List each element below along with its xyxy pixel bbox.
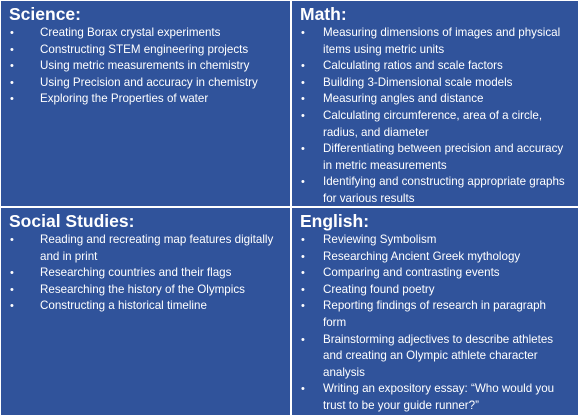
list-item <box>292 141 576 174</box>
list-item-text: Using Precision and accuracy in chemistry <box>40 75 258 89</box>
list-item <box>292 25 576 58</box>
bullet-icon: • <box>301 27 305 39</box>
math-heading: Math: <box>300 4 347 24</box>
bullet-icon: • <box>301 333 305 346</box>
list-item <box>292 265 576 282</box>
list-item-text: Measuring dimensions of images and physical items using metric units <box>323 26 561 56</box>
science-cell <box>1 1 290 206</box>
bullet-icon: • <box>10 283 14 296</box>
list-item-text: Constructing STEM engineering projects <box>40 42 249 56</box>
list-item <box>1 282 287 299</box>
list-item-text: Reading and recreating map features digitally and in print <box>40 233 274 263</box>
list-item-text: Brainstorming adjectives to describe athletes and creating an Olympic athlete character analysis <box>323 332 554 379</box>
list-item <box>292 282 576 299</box>
list-item-text: Differentiating between precision and accuracy in metric measurements <box>323 142 564 172</box>
english-heading: English: <box>300 211 370 231</box>
list-item <box>292 58 576 75</box>
social-studies-cell <box>1 208 290 415</box>
english-cell <box>292 208 578 415</box>
list-item <box>1 298 287 315</box>
list-item-text: Measuring angles and distance <box>323 92 484 106</box>
list-item <box>1 265 287 282</box>
social-studies-heading: Social Studies: <box>9 211 135 231</box>
list-item <box>292 232 576 249</box>
list-item-text: Reporting findings of research in paragraph form <box>323 299 546 329</box>
list-item <box>1 42 287 59</box>
list-item-text: Creating found poetry <box>323 282 435 296</box>
bullet-icon: • <box>301 383 305 396</box>
list-item <box>292 75 576 92</box>
bullet-icon: • <box>10 76 14 89</box>
list-item-text: Comparing and contrasting events <box>323 266 500 280</box>
list-item-text: Creating Borax crystal experiments <box>40 26 221 39</box>
bullet-icon: • <box>10 43 14 56</box>
bullet-icon: • <box>301 60 305 73</box>
bullet-icon: • <box>301 176 305 189</box>
list-item-text: Reviewing Symbolism <box>323 233 437 246</box>
list-item <box>292 298 576 331</box>
english-list <box>292 232 576 415</box>
math-cell <box>292 1 578 206</box>
bullet-icon: • <box>301 234 305 246</box>
bullet-icon: • <box>10 300 14 313</box>
list-item-text: Building 3-Dimensional scale models <box>323 75 513 89</box>
list-item <box>1 58 287 75</box>
bullet-icon: • <box>301 283 305 296</box>
list-item-text: Calculating ratios and scale factors <box>323 59 503 73</box>
list-item-text: Writing an expository essay: “Who would you trust to be your guide runner?” <box>323 382 555 412</box>
bullet-icon: • <box>10 267 14 280</box>
list-item <box>292 249 576 266</box>
bullet-icon: • <box>301 76 305 89</box>
bullet-icon: • <box>301 300 305 313</box>
science-heading: Science: <box>9 4 81 24</box>
bullet-icon: • <box>301 93 305 106</box>
list-item-text: Researching the history of the Olympics <box>40 282 245 296</box>
bullet-icon: • <box>301 109 305 122</box>
bullet-icon: • <box>10 27 14 39</box>
bullet-icon: • <box>10 234 14 246</box>
list-item <box>292 332 576 382</box>
math-list <box>292 25 576 206</box>
science-list <box>1 25 287 108</box>
list-item <box>1 25 287 42</box>
bullet-icon: • <box>301 143 305 156</box>
list-item <box>1 232 287 265</box>
list-item <box>1 75 287 92</box>
list-item <box>292 381 576 414</box>
list-item-text: Calculating circumference, area of a circle, radius, and diameter <box>323 108 543 139</box>
bullet-icon: • <box>10 60 14 73</box>
bullet-icon: • <box>301 267 305 280</box>
list-item-text: Constructing a historical timeline <box>40 299 207 313</box>
list-item <box>292 91 576 108</box>
list-item-text: Identifying and constructing appropriate graphs for various results <box>323 175 565 205</box>
list-item-text: Using metric measurements in chemistry <box>40 59 250 73</box>
list-item <box>292 174 576 206</box>
bullet-icon: • <box>301 250 305 263</box>
social-studies-list <box>1 232 287 315</box>
list-item-text: Exploring the Properties of water <box>40 92 209 106</box>
list-item <box>292 108 576 141</box>
bullet-icon: • <box>10 93 14 106</box>
list-item-text: Researching Ancient Greek mythology <box>323 249 521 263</box>
list-item <box>1 91 287 108</box>
list-item-text: Researching countries and their flags <box>40 266 232 280</box>
